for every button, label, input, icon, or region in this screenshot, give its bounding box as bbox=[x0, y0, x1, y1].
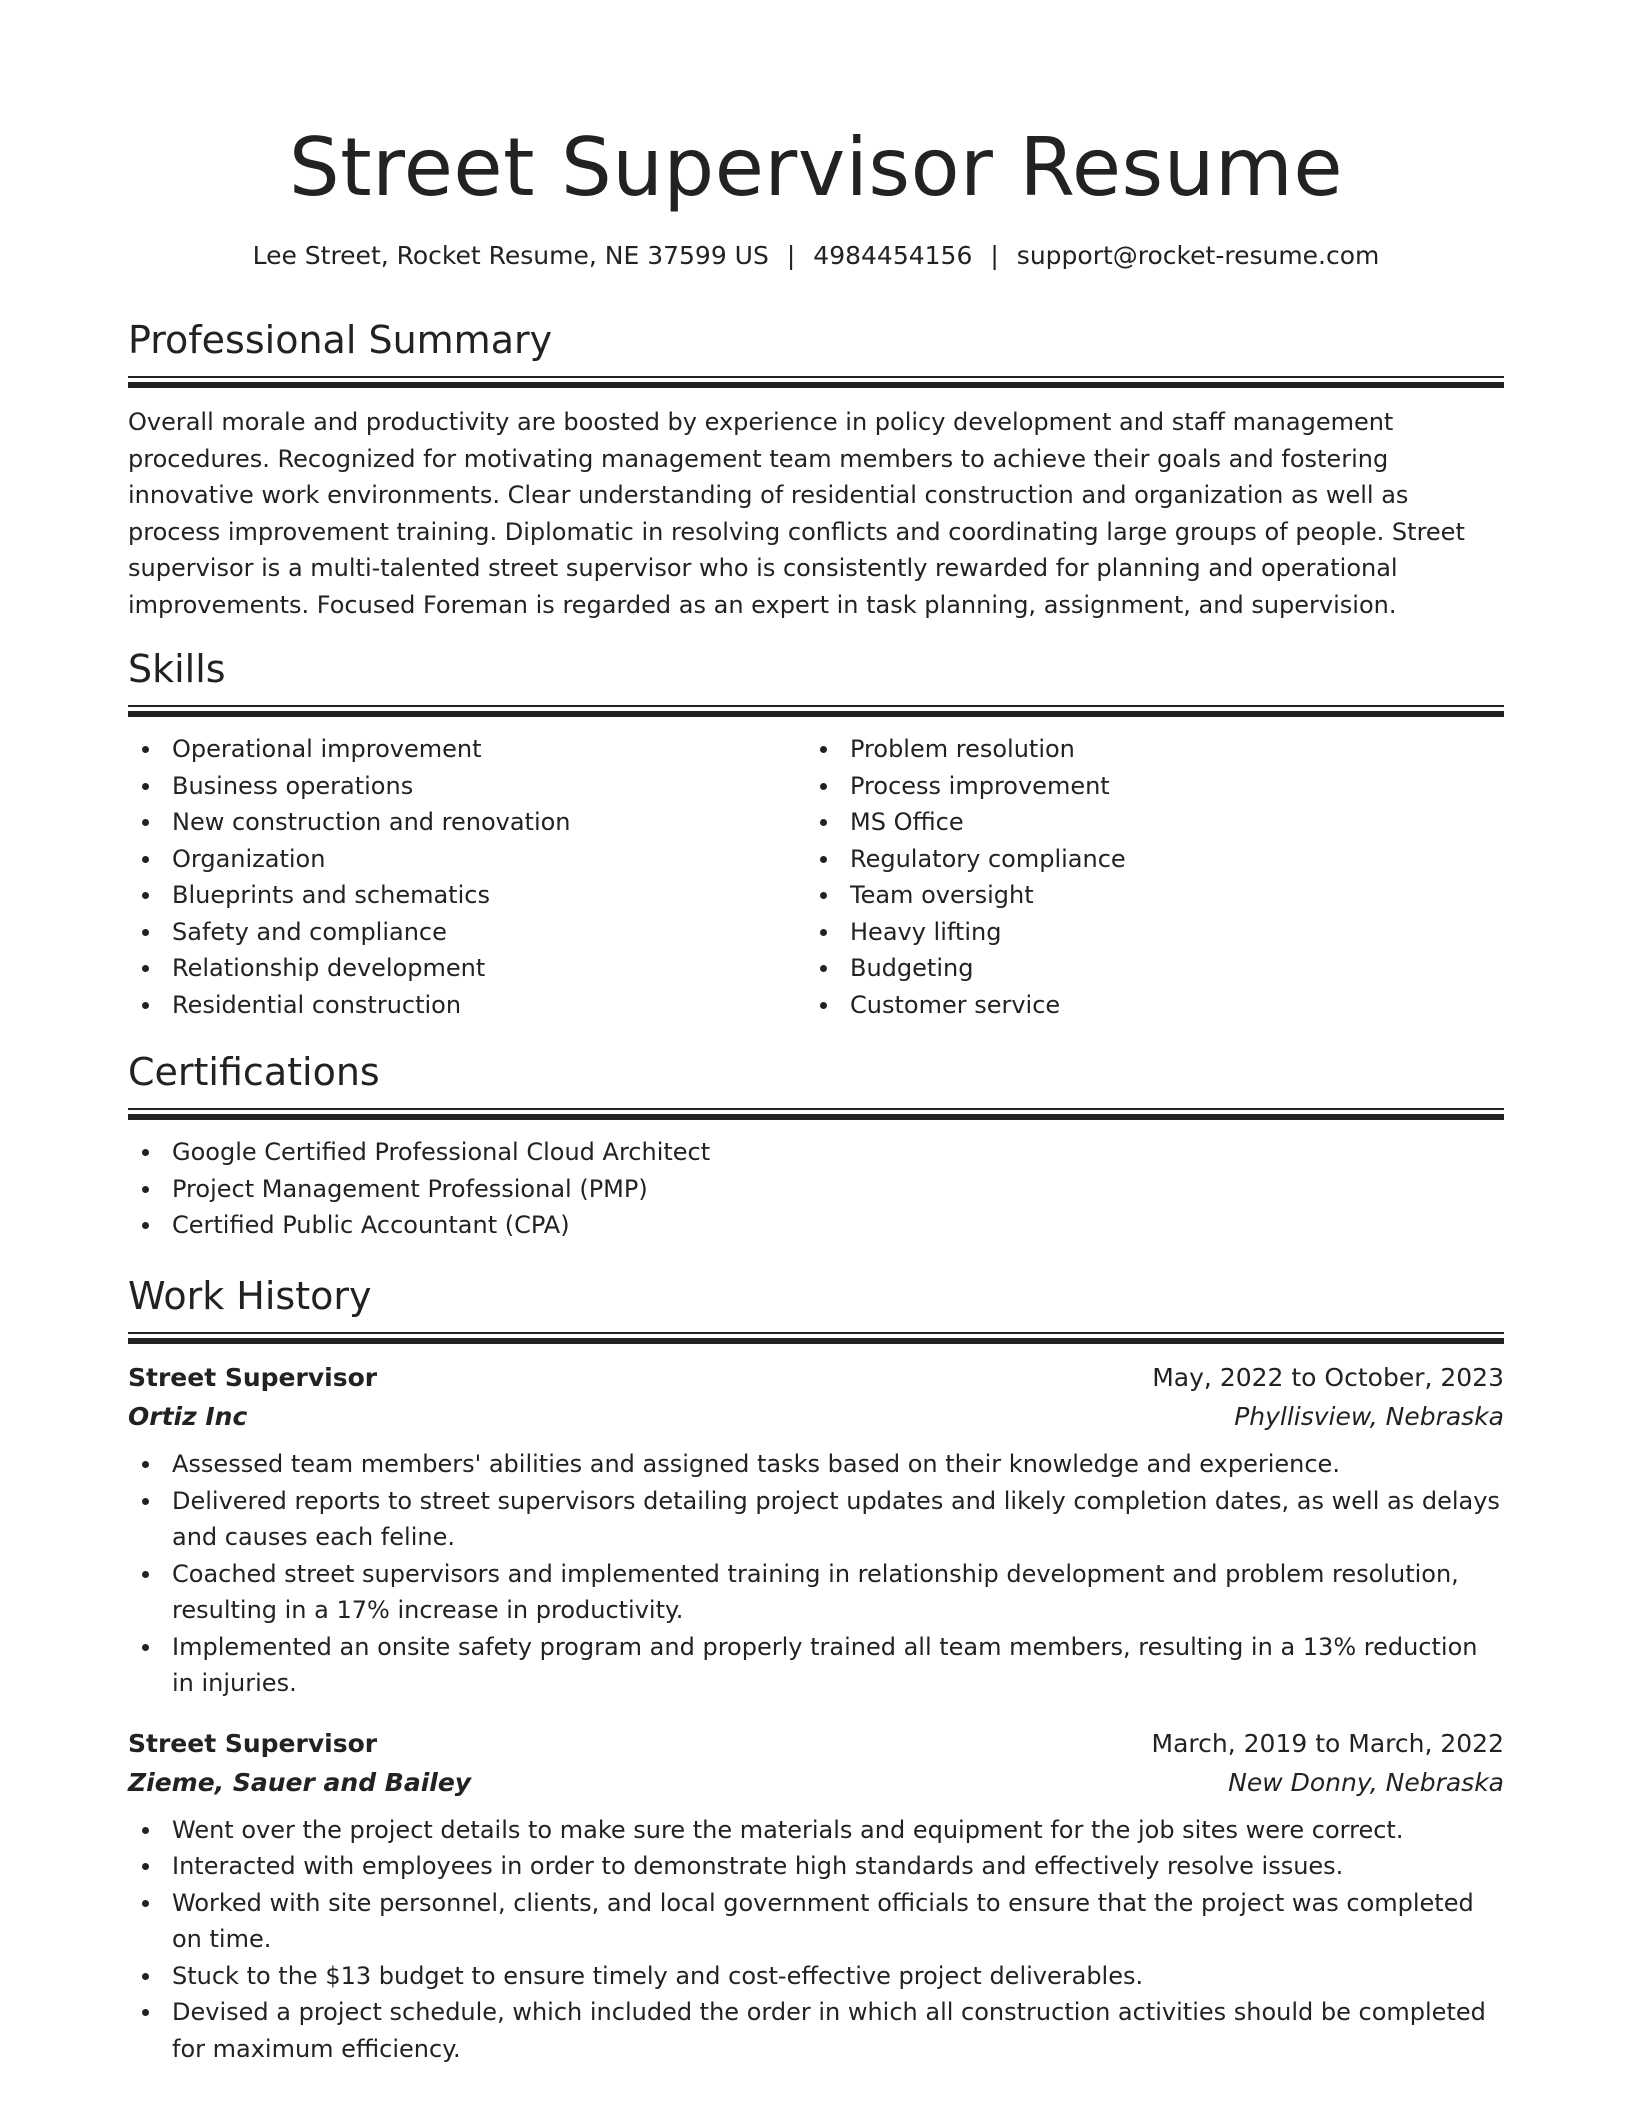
skill-item: Budgeting bbox=[806, 950, 1484, 987]
skills-heading: Skills bbox=[128, 647, 226, 691]
job-bullet: Assessed team members' abilities and assigned tasks based on their knowledge and experience. bbox=[128, 1446, 1504, 1483]
job-title: Street Supervisor bbox=[128, 1728, 378, 1758]
certifications-heading: Certifications bbox=[128, 1050, 380, 1094]
job-bullet: Implemented an onsite safety program and properly trained all team members, resulting in a 13% reduction in injuries. bbox=[128, 1629, 1504, 1702]
job-bullet: Went over the project details to make sure the materials and equipment for the job sites were correct. bbox=[128, 1812, 1504, 1849]
job-bullets bbox=[128, 1812, 1504, 2068]
summary-text: Overall morale and productivity are boosted by experience in policy development and staff management procedures. Recognized for motivating management team members to achieve their goals and fostering innovative work environments. Clear understanding of residential construction and organization as well as process improvement training. Diplomatic in resolving conflicts and coordinating large groups of people. Street supervisor is a multi-talented street supervisor who is consistently rewarded for planning and operational improvements. Focused Foreman is regarded as an expert in task planning, assignment, and supervision. bbox=[128, 408, 1465, 619]
job-header-row bbox=[128, 1724, 1504, 1763]
skills-columns bbox=[128, 731, 1504, 1023]
job-company-row bbox=[128, 1397, 1504, 1436]
contact-address: Lee Street, Rocket Resume, NE 37599 US bbox=[252, 241, 769, 270]
skill-item: Business operations bbox=[128, 768, 806, 805]
skill-item: Safety and compliance bbox=[128, 914, 806, 951]
skill-item: Relationship development bbox=[128, 950, 806, 987]
contact-email: support@rocket-resume.com bbox=[1016, 241, 1380, 270]
section-divider bbox=[128, 376, 1504, 388]
job-company: Zieme, Sauer and Bailey bbox=[128, 1767, 472, 1797]
skill-item: Organization bbox=[128, 841, 806, 878]
section-divider bbox=[128, 1332, 1504, 1344]
skill-item: MS Office bbox=[806, 804, 1484, 841]
work-history-heading: Work History bbox=[128, 1274, 372, 1318]
job-bullet: Coached street supervisors and implemented training in relationship development and problem resolution, resulting in a 17% increase in productivity. bbox=[128, 1556, 1504, 1629]
skill-item: Operational improvement bbox=[128, 731, 806, 768]
job-bullets bbox=[128, 1446, 1504, 1702]
job-bullet: Delivered reports to street supervisors detailing project updates and likely completion dates, as well as delays and causes each feline. bbox=[128, 1483, 1504, 1556]
skill-item: Team oversight bbox=[806, 877, 1484, 914]
skill-item: New construction and renovation bbox=[128, 804, 806, 841]
skills-list-right bbox=[806, 731, 1484, 1023]
skill-item: Process improvement bbox=[806, 768, 1484, 805]
summary-section bbox=[128, 314, 1504, 623]
skill-item: Customer service bbox=[806, 987, 1484, 1024]
job-bullet: Devised a project schedule, which included the order in which all construction activities should be completed for maximum efficiency. bbox=[128, 1994, 1504, 2067]
job-entry bbox=[128, 1358, 1504, 1702]
certification-item: Google Certified Professional Cloud Architect bbox=[128, 1134, 1504, 1171]
job-bullet: Worked with site personnel, clients, and local government officials to ensure that the project was completed on time. bbox=[128, 1885, 1504, 1958]
skill-item: Residential construction bbox=[128, 987, 806, 1024]
job-bullet: Stuck to the $13 budget to ensure timely and cost-effective project deliverables. bbox=[128, 1958, 1504, 1995]
job-company: Ortiz Inc bbox=[128, 1402, 248, 1431]
certification-item: Certified Public Accountant (CPA) bbox=[128, 1207, 1504, 1244]
job-bullet: Interacted with employees in order to demonstrate high standards and effectively resolve issues. bbox=[128, 1848, 1504, 1885]
contact-line bbox=[128, 238, 1504, 274]
contact-phone: 4984454156 bbox=[813, 241, 973, 270]
skills-list-left bbox=[128, 731, 806, 1023]
certifications-section bbox=[128, 1046, 1504, 1244]
skill-item: Blueprints and schematics bbox=[128, 877, 806, 914]
summary-heading: Professional Summary bbox=[128, 318, 553, 362]
job-location: New Donny, Nebraska bbox=[1228, 1767, 1504, 1797]
page-title: Street Supervisor Resume bbox=[288, 121, 1344, 214]
job-dates: May, 2022 to October, 2023 bbox=[1152, 1363, 1504, 1392]
job-title: Street Supervisor bbox=[128, 1363, 378, 1392]
skill-item: Regulatory compliance bbox=[806, 841, 1484, 878]
job-dates: March, 2019 to March, 2022 bbox=[1151, 1728, 1504, 1758]
contact-separator: | bbox=[786, 241, 796, 270]
certification-item: Project Management Professional (PMP) bbox=[128, 1171, 1504, 1208]
certifications-list bbox=[128, 1134, 1504, 1244]
section-divider bbox=[128, 705, 1504, 717]
work-history-section bbox=[128, 1270, 1504, 2067]
skills-section bbox=[128, 643, 1504, 1023]
job-company-row bbox=[128, 1763, 1504, 1802]
job-header-row bbox=[128, 1358, 1504, 1397]
job-location: Phyllisview, Nebraska bbox=[1234, 1402, 1504, 1431]
contact-separator: | bbox=[990, 241, 999, 270]
skill-item: Problem resolution bbox=[806, 731, 1484, 768]
job-entry bbox=[128, 1724, 1504, 2068]
section-divider bbox=[128, 1108, 1504, 1120]
skill-item: Heavy lifting bbox=[806, 914, 1484, 951]
